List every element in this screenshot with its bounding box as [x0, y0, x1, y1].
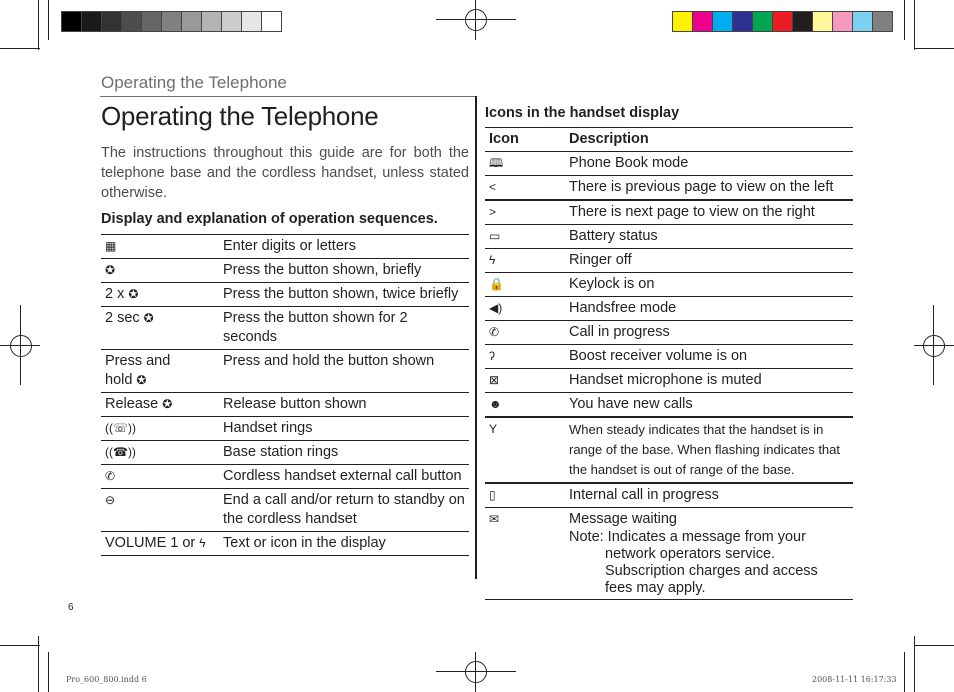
description-text: Message waiting — [569, 511, 677, 527]
registration-mark — [465, 661, 487, 683]
header-icon: Icon — [489, 131, 519, 147]
page-title: Operating the Telephone — [101, 101, 379, 131]
registration-mark — [475, 652, 476, 692]
star-button-icon: ✪ — [136, 373, 147, 387]
base-ring-icon: ((☎)) — [105, 445, 136, 459]
new-calls-icon: ☻ — [489, 397, 502, 411]
table-row — [101, 283, 469, 307]
description-cell — [565, 273, 853, 297]
registration-mark — [436, 19, 516, 20]
sequence-cell — [101, 465, 219, 489]
description-cell — [565, 345, 853, 369]
battery-icon: ▭ — [489, 229, 501, 243]
star-button-icon: ✪ — [105, 263, 116, 277]
color-swatch — [873, 12, 892, 31]
header-rule — [100, 96, 477, 97]
slug-right: 2008-11-11 16:17:33 — [812, 675, 897, 684]
description-cell — [565, 393, 853, 418]
description-text: Phone Book mode — [569, 155, 689, 171]
phonebook-icon: 🕮 — [489, 156, 504, 170]
crop-mark — [914, 645, 954, 646]
color-swatch — [813, 12, 833, 31]
table-row — [101, 441, 469, 465]
right-subtitle: Icons in the handset display — [485, 105, 680, 121]
table-row — [485, 200, 853, 225]
sequence-cell — [101, 350, 219, 393]
icon-cell — [485, 225, 565, 249]
left-subtitle: Display and explanation of operation sequences. — [101, 211, 438, 227]
color-swatch — [162, 12, 182, 31]
call-icon: ✆ — [489, 325, 500, 339]
explanation-cell: Handset rings — [223, 420, 313, 436]
crop-mark — [38, 0, 39, 50]
sequence-cell — [101, 441, 219, 465]
end-call-button-icon: ⊖ — [105, 493, 116, 507]
header-description: Description — [569, 131, 649, 147]
ringer-off-icon: ϟ — [199, 536, 206, 550]
crop-mark — [48, 0, 49, 40]
color-swatch — [753, 12, 773, 31]
explanation-cell: Text or icon in the display — [223, 535, 386, 551]
table-header-row — [485, 128, 853, 152]
description-text: Keylock is on — [569, 276, 655, 292]
color-swatch — [202, 12, 222, 31]
icon-cell — [485, 345, 565, 369]
color-swatch — [62, 12, 82, 31]
antenna-icon: Y — [489, 422, 498, 436]
gray-color-bar — [61, 11, 282, 32]
operation-sequences-table — [101, 234, 469, 556]
note-text: Note: Indicates a message from your network operators service. Subscription charges and access fees may apply. — [569, 529, 818, 596]
display-icons-table — [485, 127, 853, 600]
table-row — [101, 465, 469, 489]
table-row — [485, 393, 853, 418]
description-text: You have new calls — [569, 396, 693, 412]
sequence-text: 2 x — [105, 286, 125, 302]
table-row — [485, 345, 853, 369]
keylock-icon: 🔒 — [489, 277, 504, 291]
explanation-cell: Press the button shown for 2 seconds — [223, 310, 408, 345]
left-arrow-icon: < — [489, 180, 497, 194]
crop-mark — [914, 636, 915, 692]
icon-cell — [485, 152, 565, 176]
table-row — [485, 369, 853, 393]
table-row — [101, 307, 469, 350]
registration-mark — [0, 345, 40, 346]
description-cell — [565, 321, 853, 345]
registration-mark — [436, 671, 516, 672]
slug-left: Pro_600_800.indd 6 — [66, 675, 147, 684]
star-button-icon: ✪ — [143, 311, 154, 325]
star-button-icon: ✪ — [162, 397, 173, 411]
description-text: Battery status — [569, 228, 658, 244]
explanation-cell: Release button shown — [223, 396, 367, 412]
color-swatch — [242, 12, 262, 31]
icon-cell — [485, 176, 565, 201]
sequence-cell — [101, 489, 219, 532]
color-swatch — [733, 12, 753, 31]
color-swatch — [182, 12, 202, 31]
table-row — [101, 393, 469, 417]
color-swatch — [773, 12, 793, 31]
page-number: 6 — [68, 602, 74, 613]
table-row — [101, 350, 469, 393]
description-text: Ringer off — [569, 252, 632, 268]
crop-mark — [914, 48, 954, 49]
description-cell — [565, 249, 853, 273]
icon-cell — [485, 249, 565, 273]
table-row — [485, 321, 853, 345]
icon-cell — [485, 369, 565, 393]
explanation-cell: Press the button shown, briefly — [223, 262, 422, 278]
column-divider — [475, 96, 477, 579]
description-cell — [565, 483, 853, 508]
description-cell — [565, 297, 853, 321]
color-swatch — [713, 12, 733, 31]
sequence-cell — [101, 307, 219, 350]
ringer-off-icon: ϟ — [489, 253, 496, 267]
color-swatch — [262, 12, 281, 31]
table-row — [485, 273, 853, 297]
table-row — [485, 249, 853, 273]
keypad-icon: ▦ — [105, 239, 117, 253]
table-row — [485, 483, 853, 508]
description-cell — [565, 369, 853, 393]
handset-ring-icon: ((☏)) — [105, 421, 136, 435]
icon-cell — [485, 483, 565, 508]
sequence-cell — [101, 283, 219, 307]
icon-cell — [485, 508, 565, 600]
table-row — [485, 176, 853, 201]
crop-mark — [904, 0, 905, 40]
crop-mark — [914, 0, 915, 50]
table-row — [101, 259, 469, 283]
sequence-cell — [101, 393, 219, 417]
description-text: There is next page to view on the right — [569, 204, 815, 220]
description-text: Handsfree mode — [569, 300, 677, 316]
table-row — [485, 417, 853, 483]
description-cell — [565, 176, 853, 201]
registration-mark — [914, 345, 954, 346]
sequence-cell — [101, 417, 219, 441]
intro-paragraph: The instructions throughout this guide are for both the telephone base and the cordless handset, unless stated otherwise. — [101, 145, 469, 201]
sequence-cell — [101, 235, 219, 259]
description-text: Call in progress — [569, 324, 670, 340]
description-cell — [565, 417, 853, 483]
sequence-text: Release — [105, 396, 159, 412]
icon-cell — [485, 273, 565, 297]
color-swatch — [673, 12, 693, 31]
color-swatch — [793, 12, 813, 31]
table-row — [101, 489, 469, 532]
description-cell — [565, 200, 853, 225]
color-swatch — [222, 12, 242, 31]
icon-cell — [485, 417, 565, 483]
table-row — [101, 417, 469, 441]
color-swatch — [853, 12, 873, 31]
description-cell — [565, 225, 853, 249]
color-swatch — [142, 12, 162, 31]
explanation-cell: Press and hold the button shown — [223, 353, 435, 369]
sequence-cell — [101, 259, 219, 283]
crop-mark — [38, 636, 39, 692]
description-text: There is previous page to view on the left — [569, 179, 834, 195]
color-swatch — [122, 12, 142, 31]
speaker-icon: ◀) — [489, 301, 503, 315]
description-text: When steady indicates that the handset is in range of the base. When flashing indicates that the handset is out of range of the base. — [569, 422, 841, 477]
section-header: Operating the Telephone — [101, 73, 287, 92]
boost-ear-icon: ʔ — [489, 349, 495, 363]
description-text: Internal call in progress — [569, 487, 719, 503]
table-row — [485, 152, 853, 176]
icon-cell — [485, 200, 565, 225]
crop-mark — [904, 652, 905, 692]
explanation-cell: Enter digits or letters — [223, 238, 356, 254]
explanation-cell: Cordless handset external call button — [223, 468, 462, 484]
description-text: Handset microphone is muted — [569, 372, 762, 388]
table-row — [485, 508, 853, 600]
color-swatch — [693, 12, 713, 31]
icon-cell — [485, 297, 565, 321]
star-button-icon: ✪ — [128, 287, 139, 301]
icon-cell — [485, 321, 565, 345]
sequence-text: Press and hold — [105, 353, 171, 388]
table-row — [101, 532, 469, 556]
sequence-text: VOLUME 1 or — [105, 535, 196, 551]
icon-cell — [485, 393, 565, 418]
call-button-icon: ✆ — [105, 469, 116, 483]
crop-mark — [0, 48, 40, 49]
explanation-cell: End a call and/or return to standby on the cordless handset — [223, 492, 465, 527]
registration-mark — [923, 335, 945, 357]
right-arrow-icon: > — [489, 205, 497, 219]
explanation-cell: Press the button shown, twice briefly — [223, 286, 459, 302]
color-swatch — [82, 12, 102, 31]
color-swatch — [102, 12, 122, 31]
color-bar — [672, 11, 893, 32]
crop-mark — [48, 652, 49, 692]
description-cell — [565, 508, 853, 600]
internal-call-icon: ▯ — [489, 488, 496, 502]
description-text: Boost receiver volume is on — [569, 348, 748, 364]
table-row — [101, 235, 469, 259]
sequence-text: 2 sec — [105, 310, 140, 326]
table-row — [485, 297, 853, 321]
table-row — [485, 225, 853, 249]
color-swatch — [833, 12, 853, 31]
message-icon: ✉ — [489, 512, 500, 526]
mic-muted-icon: ⊠ — [489, 373, 500, 387]
crop-mark — [0, 645, 40, 646]
registration-mark — [10, 335, 32, 357]
description-cell — [565, 152, 853, 176]
sequence-cell — [101, 532, 219, 556]
registration-mark — [465, 9, 487, 31]
registration-mark — [475, 0, 476, 40]
explanation-cell: Base station rings — [223, 444, 339, 460]
